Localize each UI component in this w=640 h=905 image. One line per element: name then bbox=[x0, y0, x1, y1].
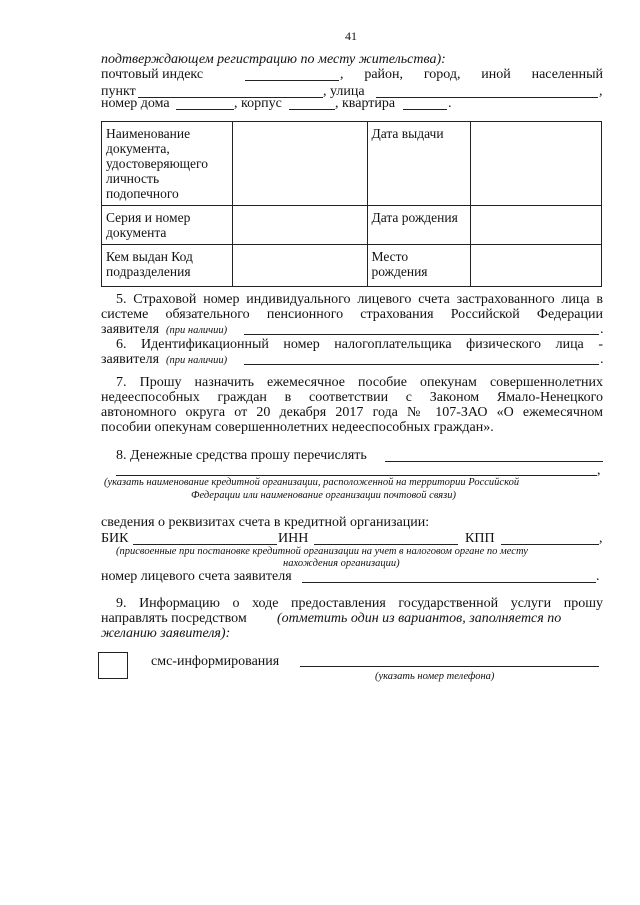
account-number-label: номер лицевого счета заявителя bbox=[101, 569, 292, 584]
item5-line2: системе обязательного пенсионного страхования Российской Федерации bbox=[101, 307, 603, 322]
region-label: , район, город, иной населенный bbox=[340, 67, 603, 82]
apartment-field[interactable] bbox=[403, 109, 447, 110]
item8-hint2: Федерации или наименование организации почтовой связи) bbox=[191, 490, 456, 501]
korpus-label: , корпус bbox=[234, 96, 282, 111]
house-field[interactable] bbox=[176, 109, 234, 110]
bank-name-field[interactable] bbox=[385, 461, 603, 462]
korpus-field[interactable] bbox=[289, 109, 335, 110]
item8-hint4: нахождения организации) bbox=[283, 558, 400, 569]
birth-date-label: Дата рождения bbox=[367, 206, 471, 245]
issue-date-value[interactable] bbox=[471, 122, 602, 206]
issued-by-value[interactable] bbox=[232, 245, 367, 287]
postal-index-field[interactable] bbox=[245, 80, 339, 81]
punkt-label: пункт bbox=[101, 84, 136, 99]
item7-line1: 7. Прошу назначить ежемесячное пособие опекунам совершеннолетних bbox=[116, 375, 603, 390]
item6-dot: . bbox=[600, 352, 604, 367]
street-label: , улица bbox=[323, 84, 365, 99]
item5-hint: (при наличии) bbox=[166, 325, 228, 336]
item8-line1: 8. Денежные средства прошу перечислять bbox=[116, 448, 367, 463]
doc-series-value[interactable] bbox=[232, 206, 367, 245]
bank-name-comma: , bbox=[597, 463, 601, 478]
item5-applicant-label: заявителя bbox=[101, 322, 160, 337]
doc-name-value[interactable] bbox=[232, 122, 367, 206]
address-intro: подтверждающем регистрацию по месту жительства): bbox=[101, 52, 446, 67]
doc-name-label: Наименование документа, удостоверяющего личность подопечного bbox=[102, 122, 233, 206]
sms-label: смс-информирования bbox=[151, 654, 280, 669]
kpp-comma: , bbox=[599, 531, 603, 546]
item7-line4: пособии опекунам совершеннолетних недееспособных граждан». bbox=[101, 420, 494, 435]
item7-line2: недееспособных граждан в соответствии с Законом Ямало-Ненецкого bbox=[101, 390, 603, 405]
item7-line3: автономного округа от 20 декабря 2017 года № 107-ЗАО «О ежемесячном bbox=[101, 405, 603, 420]
birth-place-value[interactable] bbox=[471, 245, 602, 287]
street-comma: , bbox=[599, 84, 603, 99]
phone-hint: (указать номер телефона) bbox=[375, 671, 495, 682]
item8-hint1: (указать наименование кредитной организации, расположенной на территории Российской bbox=[104, 477, 520, 488]
document-table bbox=[101, 121, 602, 287]
inn-label: ИНН bbox=[278, 531, 309, 546]
apartment-dot: . bbox=[448, 96, 452, 111]
inn-applicant-field[interactable] bbox=[244, 364, 599, 365]
issue-date-label: Дата выдачи bbox=[367, 122, 471, 206]
account-number-dot: . bbox=[596, 569, 600, 584]
doc-series-label: Серия и номер документа bbox=[102, 206, 233, 245]
kpp-label: КПП bbox=[465, 531, 495, 546]
table-row bbox=[102, 206, 602, 245]
birth-place-label: Место рождения bbox=[367, 245, 471, 287]
item6-applicant-label: заявителя bbox=[101, 352, 160, 367]
bik-label: БИК bbox=[101, 531, 129, 546]
house-label: номер дома bbox=[101, 96, 170, 111]
snils-field[interactable] bbox=[244, 334, 599, 335]
table-row bbox=[102, 245, 602, 287]
item9-line2a: направлять посредством bbox=[101, 611, 247, 626]
street-field[interactable] bbox=[376, 97, 598, 98]
item6-line1: 6. Идентификационный номер налогоплательщика физического лица - bbox=[116, 337, 603, 352]
item6-hint: (при наличии) bbox=[166, 355, 228, 366]
sms-checkbox[interactable] bbox=[98, 652, 128, 679]
item9-line3: желанию заявителя): bbox=[101, 626, 231, 641]
item9-line1: 9. Информацию о ходе предоставления государственной услуги прошу bbox=[116, 596, 603, 611]
item8-hint3: (присвоенные при постановке кредитной организации на учет в налоговом органе по месту bbox=[116, 546, 528, 557]
item5-line1: 5. Страховой номер индивидуального лицевого счета застрахованного лица в bbox=[116, 292, 603, 307]
birth-date-value[interactable] bbox=[471, 206, 602, 245]
account-number-field[interactable] bbox=[302, 582, 596, 583]
phone-field[interactable] bbox=[300, 666, 599, 667]
table-row bbox=[102, 122, 602, 206]
apartment-label: , квартира bbox=[335, 96, 396, 111]
page-number: 41 bbox=[345, 29, 357, 43]
account-info-label: сведения о реквизитах счета в кредитной организации: bbox=[101, 515, 430, 530]
item9-line2b: (отметить один из вариантов, заполняется по bbox=[277, 611, 562, 626]
issued-by-label: Кем выдан Код подразделения bbox=[102, 245, 233, 287]
postal-index-label: почтовый индекс bbox=[101, 67, 204, 82]
item5-dot: . bbox=[600, 322, 604, 337]
